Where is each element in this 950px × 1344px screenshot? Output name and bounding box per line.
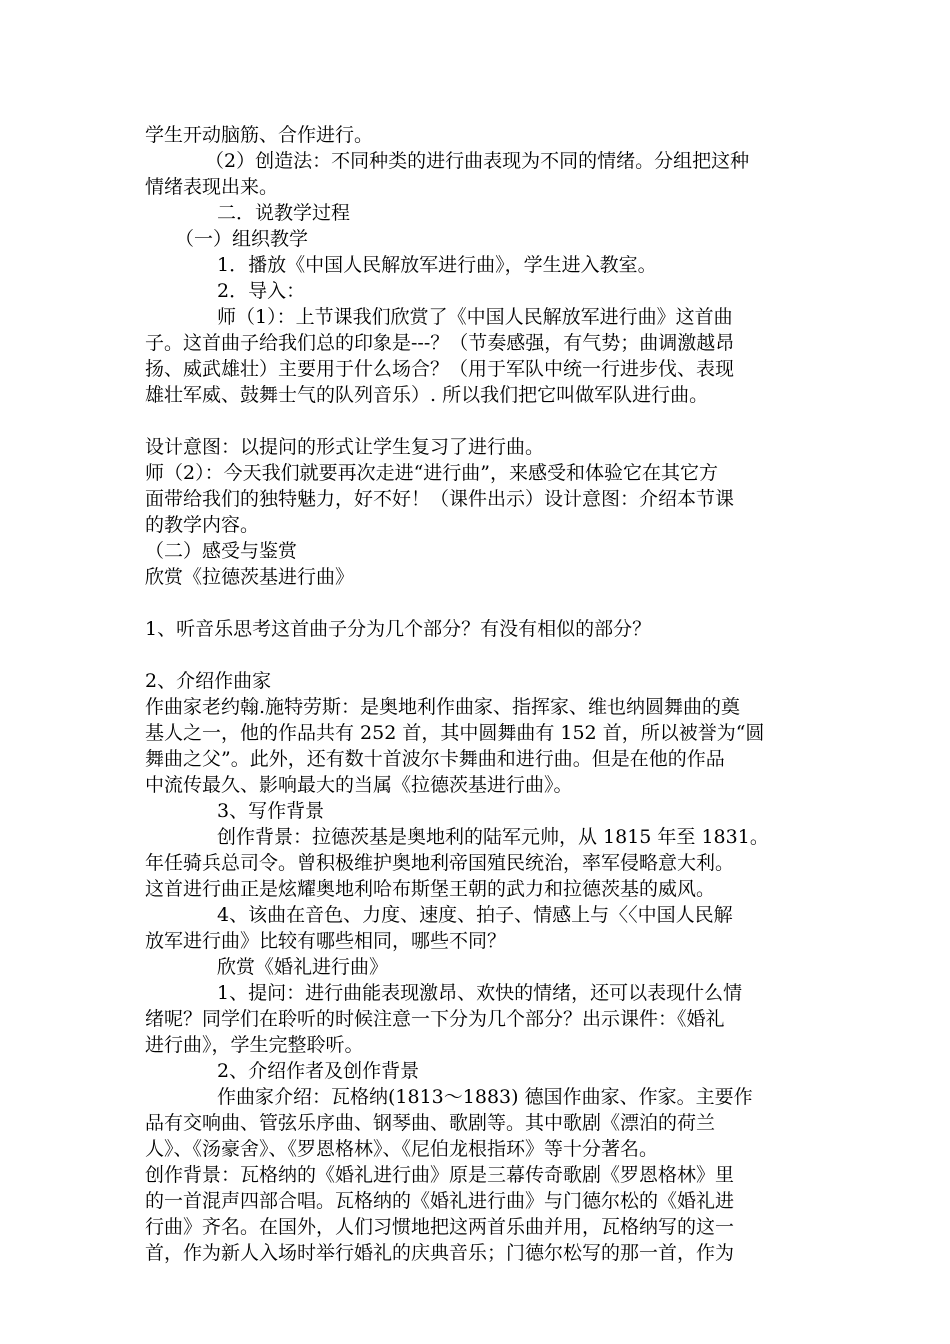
text-line: 师（2）：今天我们就要再次走进“进行曲”，来感受和体验它在其它方	[145, 462, 719, 484]
text-line: 基人之一，他的作品共有 252 首，其中圆舞曲有 152 首，所以被誉为“圆	[145, 722, 765, 744]
text-line: 首，作为新人入场时举行婚礼的庆典音乐；门德尔松写的那一首，作为	[145, 1242, 735, 1264]
text-line: 这首进行曲正是炫耀奥地利哈布斯堡王朝的武力和拉德茨基的威风。	[145, 878, 716, 900]
text-line: 绪呢？同学们在聆听的时候注意一下分为几个部分？出示课件：《婚礼	[145, 1008, 725, 1030]
text-line: 人》、《汤豪舍》、《罗恩格林》、《尼伯龙根指环》等十分著名。	[145, 1138, 659, 1160]
text-line: 年任骑兵总司令。曾积极维护奥地利帝国殖民统治，率军侵略意大利。	[145, 852, 735, 874]
document-body	[145, 122, 805, 1266]
text-line: 扬、威武雄壮）主要用于什么场合？（用于军队中统一行进步伐、表现	[145, 358, 735, 380]
text-line: 的一首混声四部合唱。瓦格纳的《婚礼进行曲》与门德尔松的《婚礼进	[145, 1190, 735, 1212]
text-line: 的教学内容。	[145, 514, 260, 536]
text-line: （2）创造法：不同种类的进行曲表现为不同的情绪。分组把这种	[205, 150, 750, 172]
text-line: 4、该曲在音色、力度、速度、拍子、情感上与〈〈中国人民解	[217, 904, 733, 926]
text-line: 设计意图：以提问的形式让学生复习了进行曲。	[145, 436, 545, 458]
text-line: 创作背景：瓦格纳的《婚礼进行曲》原是三幕传奇歌剧《罗恩格林》里	[145, 1164, 735, 1186]
text-line: 进行曲》，学生完整聆听。	[145, 1034, 364, 1056]
text-line: 作曲家老约翰.施特劳斯：是奥地利作曲家、指挥家、维也纳圆舞曲的奠	[145, 696, 741, 718]
text-line: 学生开动脑筋、合作进行。	[145, 124, 374, 146]
text-line: 欣赏《拉德茨基进行曲》	[145, 566, 355, 588]
text-line: 放军进行曲》比较有哪些相同，哪些不同？	[145, 930, 507, 952]
text-line: 行曲》齐名。在国外，人们习惯地把这两首乐曲并用，瓦格纳写的这一	[145, 1216, 735, 1238]
text-line: 舞曲之父”。此外，还有数十首波尔卡舞曲和进行曲。但是在他的作品	[145, 748, 725, 770]
text-line: 面带给我们的独特魅力，好不好！（课件出示）设计意图：介绍本节课	[145, 488, 735, 510]
text-line: 2．导入：	[217, 280, 306, 302]
text-line: 子。这首曲子给我们总的印象是---？（节奏感强，有气势；曲调激越昂	[145, 332, 735, 354]
text-line: 情绪表现出来。	[145, 176, 279, 198]
text-line: 师（1）：上节课我们欣赏了《中国人民解放军进行曲》这首曲	[217, 306, 733, 328]
text-line: 2、介绍作曲家	[145, 670, 272, 692]
blank-line	[145, 590, 805, 616]
text-line: 创作背景：拉德茨基是奥地利的陆军元帅，从 1815 年至 1831。	[217, 826, 769, 848]
text-line: 雄壮军威、鼓舞士气的队列音乐）. 所以我们把它叫做军队进行曲。	[145, 384, 709, 406]
blank-line	[145, 642, 805, 668]
text-line: 1、听音乐思考这首曲子分为几个部分？有没有相似的部分？	[145, 618, 652, 640]
text-line: 1、提问：进行曲能表现激昂、欢快的情绪，还可以表现什么情	[217, 982, 743, 1004]
text-line: （一）组织教学	[175, 228, 309, 250]
text-line: 欣赏《婚礼进行曲》	[217, 956, 389, 978]
text-line: 中流传最久、影响最大的当属《拉德茨基进行曲》。	[145, 774, 573, 796]
blank-line	[145, 408, 805, 434]
text-line: 2、介绍作者及创作背景	[217, 1060, 420, 1082]
text-line: （二）感受与鉴赏	[145, 540, 298, 562]
text-line: 品有交响曲、管弦乐序曲、钢琴曲、歌剧等。其中歌剧《漂泊的荷兰	[145, 1112, 716, 1134]
text-line: 1．播放《中国人民解放军进行曲》，学生进入教室。	[217, 254, 657, 276]
text-line: 作曲家介绍：瓦格纳(1813～1883) 德国作曲家、作家。主要作	[217, 1086, 753, 1108]
text-line: 二．说教学过程	[217, 202, 351, 224]
text-line: 3、写作背景	[217, 800, 325, 822]
